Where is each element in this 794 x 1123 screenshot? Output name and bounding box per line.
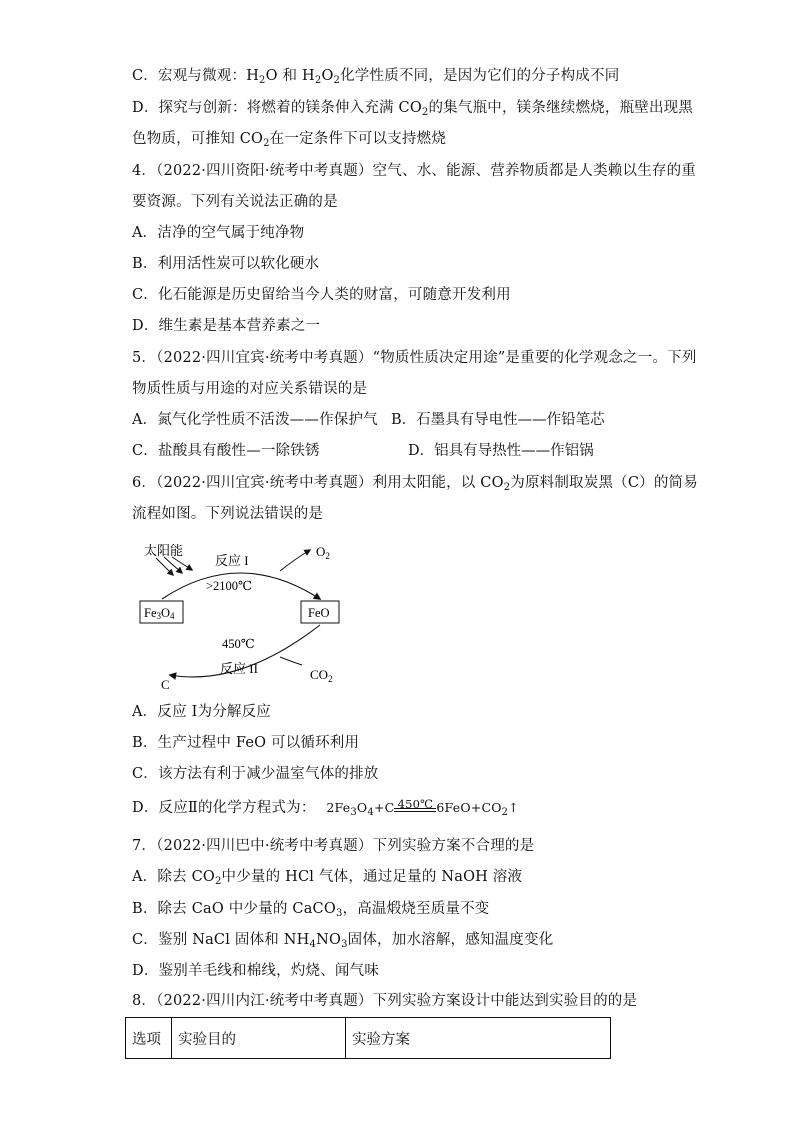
fe3o4-label: Fe3O4 <box>144 606 175 621</box>
q4-option-a: A．洁净的空气属于纯净物 <box>132 225 305 241</box>
q6-stem-line2: 流程如图。下列说法错误的是 <box>132 506 324 522</box>
o2-label: $O_2$ <box>316 544 330 561</box>
q8-table <box>125 1017 611 1059</box>
o2-arrow <box>280 550 310 571</box>
q7-option-d: D．鉴别羊毛线和棉线，灼烧、闻气味 <box>132 963 380 979</box>
q5-stem-line1: 5．（2022·四川宜宾·统考中考真题）“物质性质决定用途”是重要的化学观念之一。下列 <box>132 350 697 366</box>
q7-option-a: A．除去 $CO_2$中少量的 HCl 气体，通过足量的 NaOH 溶液 <box>132 869 523 887</box>
q6-option-a: A．反应 I为分解反应 <box>132 704 272 720</box>
table-header-option: 选项 <box>126 1018 172 1059</box>
reaction2-label: 反应 II <box>220 661 258 676</box>
q6-option-b: B．生产过程中 FeO 可以循环利用 <box>132 735 360 751</box>
co2-arrow <box>280 657 302 665</box>
reaction-equation: $2Fe_3O_4+C$ 450℃ $6FeO+CO_2↑$ <box>326 797 519 818</box>
q5-option-d: D．铝具有导热性——作铝锅 <box>408 443 594 459</box>
q6-option-c: C．该方法有利于减少温室气体的排放 <box>132 766 379 782</box>
q7-option-b: B．除去 CaO 中少量的 CaCO$_3$，高温煅烧至质量不变 <box>132 901 490 919</box>
sun-label: 太阳能 <box>144 543 184 558</box>
q8-stem: 8．（2022·四川内江·统考中考真题）下列实验方案设计中能达到实验目的的是 <box>132 993 638 1009</box>
q5-option-b: B．石墨具有导电性——作铅笔芯 <box>391 412 605 428</box>
q3-option-d-line2: 色物质，可推知 $CO_2$在一定条件下可以支持燃烧 <box>132 131 447 149</box>
sunlight-arrow <box>164 557 182 573</box>
q5-option-c: C．盐酸具有酸性—一除铁锈 <box>132 443 320 459</box>
q4-stem-line2: 要资源。下列有关说法正确的是 <box>132 194 338 210</box>
table-header-row <box>126 1018 611 1059</box>
process-flow-diagram <box>130 537 360 697</box>
reaction1-label: 反应 I <box>215 553 249 568</box>
co2-label: $CO_2$ <box>310 667 333 684</box>
q5-stem-line2: 物质性质与用途的对应关系错误的是 <box>132 381 368 397</box>
q7-option-c: C．鉴别 NaCl 固体和 $NH_4NO_3$固体，加水溶解，感知温度变化 <box>132 932 554 950</box>
q4-option-b: B．利用活性炭可以软化硬水 <box>132 256 320 272</box>
sunlight-arrow <box>172 557 192 570</box>
q3-option-d-line1: D．探究与创新：将燃着的镁条伸入充满 $CO_2$的集气瓶中，镁条继续燃烧，瓶壁出现黑 <box>132 100 694 118</box>
q7-stem: 7．（2022·四川巴中·统考中考真题）下列实验方案不合理的是 <box>132 838 535 854</box>
feo-label: FeO <box>308 606 330 620</box>
table-header-purpose: 实验目的 <box>172 1018 346 1059</box>
temp1-label: >2100℃ <box>206 579 253 593</box>
q6-stem-line1: 6．（2022·四川宜宾·统考中考真题）利用太阳能，以 $CO_2$为原料制取炭黑（C）的简易 <box>132 475 698 493</box>
q4-stem-line1: 4．（2022·四川资阳·统考中考真题）空气、水、能源、营养物质都是人类赖以生存的重 <box>132 163 696 179</box>
sunlight-arrow <box>156 558 173 575</box>
q6-option-d: D．反应Ⅱ的化学方程式为： $2Fe_3O_4+C$ 450℃ $6FeO+CO_2↑$ <box>132 797 519 818</box>
carbon-label: C <box>161 677 170 692</box>
q4-option-c: C．化石能源是历史留给当今人类的财富，可随意开发利用 <box>132 287 511 303</box>
temp2-label: 450℃ <box>222 637 255 651</box>
q4-option-d: D．维生素是基本营养素之一 <box>132 318 321 334</box>
equation-condition: 450℃ <box>394 806 436 812</box>
q5-option-a: A．氮气化学性质不活泼——作保护气 <box>132 412 378 428</box>
q3-option-c: C．宏观与微观：$H_2O$ 和 $H_2O_2$化学性质不同，是因为它们的分子构成不同 <box>132 68 620 86</box>
table-header-plan: 实验方案 <box>346 1018 611 1059</box>
